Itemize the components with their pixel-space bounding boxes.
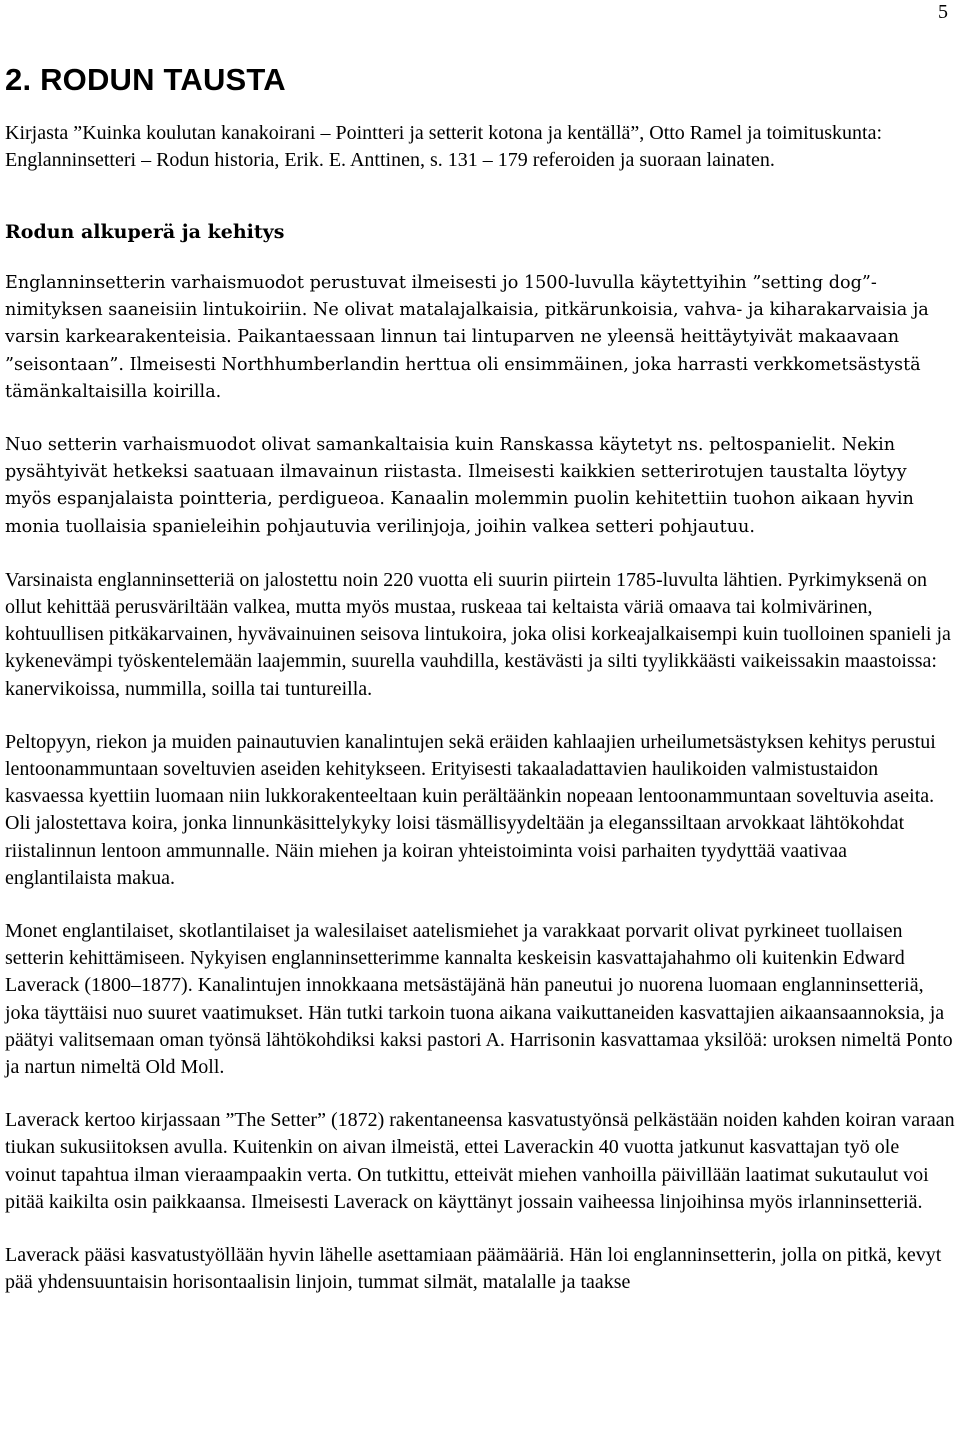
page-number: 5 <box>938 1 948 23</box>
paragraph-7: Laverack pääsi kasvatustyöllään hyvin lähelle asettamiaan päämääriä. Hän loi englanninsetterin, jolla on pitkä, kevyt pää yhdensuuntaisin horisontaalisin linjoin, tummat silmät, matalalle ja taakse <box>5 1244 942 1294</box>
paragraph-6: Laverack kertoo kirjassaan ”The Setter” (1872) rakentaneensa kasvatustyönsä pelkästään noiden kahden koiran varaan tiukan sukusiitoksen avulla. Kuitenkin on aivan ilmeistä, ettei Laverackin 40 vuotta jatkunut kasvattajan työ ole voinut tapahtua ilman vieraampaakin verta. On tutkittu, etteivät miehen vanhoilla päivillään laatimat sukutaulut voi pitää kaikilta osin paikkaansa. Ilmeisesti Laverack on käyttänyt jossain vaiheessa linjoihinsa myös irlanninsetteriä. <box>5 1109 955 1213</box>
paragraph-3: Varsinaista englanninsetteriä on jalostettu noin 220 vuotta eli suurin piirtein 1785-luvulta lähtien. Pyrkimyksenä on ollut kehittää perusväriltään valkea, mutta myös mustaa, ruskeaa tai keltaista väriä omaava tai kolmivärinen, kohtuullisen pitkäkarvainen, hyvävainuinen seisova lintukoira, joka olisi korkeajalkaisempi kuin tuolloinen spanieli ja kykenevämpi työskentelemään laajemmin, suurella vauhdilla, kestävästi ja silti tyylikkäästi vaikeissakin maastoissa: kanervikoissa, nummilla, soilla tai tuntureilla. <box>5 568 951 700</box>
paragraph-4: Peltopyyn, riekon ja muiden painautuvien kanalintujen sekä eräiden kahlaajien urheilumetsästyksen kehitys perustui lentoonammuntaan soveltuvien aseiden kehitykseen. Erityisesti takaaladattavien haulikoiden valmistustaidon kasvaessa kyettiin luomaan niin lukkorakenteeltaan kuin perältäänkin nopeaan lentoonammuntaan soveltuvia aseita. Oli jalostettava koira, jonka linnunkäsittelykyky loisi täsmällisyydeltään ja eleganssiltaan arvokkaat lähtökohdat riistalinnun lentoon ammunnalle. Näin miehen ja koiran yhteistoiminta voisi parhaiten tyydyttää vaativaa englantilaista makua. <box>5 730 936 889</box>
paragraph-5: Monet englantilaiset, skotlantilaiset ja walesilaiset aatelismiehet ja varakkaat porvarit olivat pyrkineet tuollaisen setterin kehittämiseen. Nykyisen englanninsetterimme kannalta keskeisin kasvattajahahmo oli kuitenkin Edward Laverack (1800–1877). Kanalintujen innokkaana metsästäjänä hän paneutui jo nuorena luomaan englanninsetteriä, joka täyttäisi nuo suuret vaatimukset. Hän tutki tarkoin tuona aikana vaikuttaneiden kasvattajien aikaansaannoksia, ja päätyi valitsemaan oman työnsä lähtökohdiksi kaksi pastori A. Harrisonin kasvattamaa yksilöä: uroksen nimeltä Ponto ja nartun nimeltä Old Moll. <box>5 920 953 1079</box>
document-body <box>5 60 955 1323</box>
chapter-title: 2. RODUN TAUSTA <box>5 62 286 97</box>
paragraph-1: Englanninsetterin varhaismuodot perustuvat ilmeisesti jo 1500-luvulla käytettyihin ”setting dog”-nimityksen saaneisiin lintukoiriin. Ne olivat matalajalkaisia, pitkärunkoisia, vahva- ja kiharakarvaisia ja varsin karkearakenteisia. Paikantaessaan linnun tai lintuparven ne yleensä heittäytyivät makaavaan ”seisontaan”. Ilmeisesti Northhumberlandin herttua oli ensimmäinen, joka harrasti verkkometsästystä tämänkaltaisilla koirilla. <box>5 273 929 402</box>
source-note: Kirjasta ”Kuinka koulutan kanakoirani – Pointteri ja setterit kotona ja kentällä”, Otto Ramel ja toimituskunta: Englanninsetteri – Rodun historia, Erik. E. Anttinen, s. 131 – 179 referoiden ja suoraan lainaten. <box>5 122 883 171</box>
paragraph-2: Nuo setterin varhaismuodot olivat samankaltaisia kuin Ranskassa käytetyt ns. peltospanielit. Nekin pysähtyivät hetkeksi saatuaan ilmavainun riistasta. Ilmeisesti kaikkien setterirotujen taustalta löytyy myös espanjalaista pointteria, perdigueoa. Kanaalin molemmin puolin kehitettiin tuohon aikaan hyvin monia tuollaisia spanieleihin pohjautuvia verilinjoja, joihin valkea setteri pohjautuu. <box>5 435 914 537</box>
section-heading: Rodun alkuperä ja kehitys <box>5 221 285 243</box>
